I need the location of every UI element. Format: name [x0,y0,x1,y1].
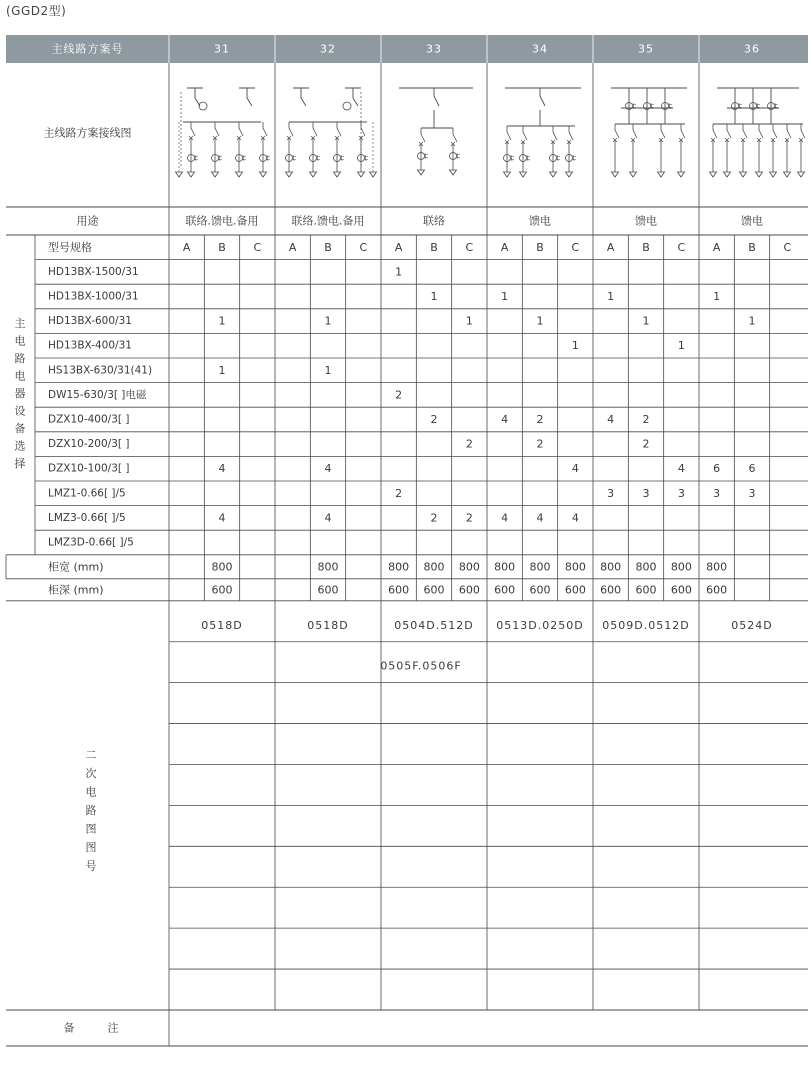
secondary-label-char: 二 [85,748,97,762]
device-qty: 2 [430,511,438,525]
wiring-diagram-35 [611,88,687,177]
cabinet-width-value: 800 [494,560,516,574]
device-qty: 4 [501,511,509,525]
secondary-label-char: 图 [85,822,97,836]
remarks-label: 备 注 [63,1021,119,1035]
device-qty: 1 [642,314,650,328]
sub-column-header: B [430,240,438,254]
cabinet-depth-value: 600 [317,583,339,597]
sub-column-header: A [394,240,403,254]
device-qty: 4 [571,462,579,476]
sub-column-header: B [536,240,544,254]
device-group-label-char: 备 [14,422,26,436]
device-qty: 1 [677,339,685,353]
secondary-label-char: 电 [85,785,97,799]
device-name: LMZ3-0.66[ ]/5 [48,511,126,524]
device-qty: 4 [607,413,615,426]
device-qty: 4 [571,511,579,525]
usage-value: 馈电 [635,214,657,228]
device-qty: 6 [713,462,721,476]
device-name: HD13BX-1500/31 [48,265,139,278]
usage-label: 用途 [76,214,99,228]
secondary-code: 0524D [731,618,773,632]
sub-column-header: A [606,240,615,254]
scheme-number-31: 31 [214,42,230,56]
device-name: LMZ3D-0.66[ ]/5 [48,536,134,549]
cabinet-depth-value: 600 [388,583,410,597]
wiring-diagram-36 [710,88,806,177]
device-qty: 1 [501,290,509,303]
device-group-label-char: 选 [14,439,26,453]
device-qty: 4 [677,462,685,476]
cabinet-depth-value: 600 [635,583,657,597]
sub-column-header: A [500,240,509,254]
device-name: HD13BX-1000/31 [48,290,139,303]
device-qty: 2 [430,413,438,426]
device-qty: 3 [677,486,685,500]
device-qty: 1 [395,265,403,279]
secondary-code: 0518D [201,618,243,632]
sub-column-header: B [218,240,226,254]
device-name: HS13BX-630/31(41) [48,364,153,377]
scheme-number-33: 33 [426,42,442,56]
diagram-row-label: 主线路方案接线图 [43,126,132,140]
usage-value: 馈电 [741,214,763,228]
device-name: DW15-630/3[ ]电磁 [48,388,147,401]
cabinet-depth-value: 600 [529,583,551,597]
device-group-label-char: 择 [14,457,26,471]
device-qty: 2 [395,388,403,402]
header-label: 主线路方案号 [51,42,124,56]
cabinet-width-value: 800 [706,560,728,574]
device-qty: 2 [465,511,473,525]
cabinet-depth-label: 柜深 (mm) [48,583,104,597]
device-qty: 3 [713,486,721,500]
cabinet-width-value: 800 [529,560,551,574]
sub-column-header: C [465,240,474,254]
model-spec-header: 型号规格 [48,240,92,254]
device-group-label-char: 电 [14,369,26,383]
secondary-label-char: 次 [85,767,97,780]
device-qty: 4 [324,462,332,476]
scheme-number-36: 36 [744,42,760,56]
device-qty: 1 [748,314,756,328]
device-qty: 1 [324,314,332,328]
device-qty: 2 [642,413,650,426]
device-qty: 3 [748,486,756,500]
device-name: DZX10-100/3[ ] [48,462,130,475]
device-qty: 1 [218,363,226,377]
cabinet-width-value: 800 [564,560,586,574]
secondary-extra-code: 0505F.0506F [380,659,462,673]
sub-column-header: A [288,240,297,254]
device-qty: 2 [536,413,544,426]
usage-value: 联络.馈电.备用 [185,214,259,228]
device-group-label-char: 主 [14,317,26,331]
cabinet-depth-value: 600 [670,583,692,597]
cabinet-width-value: 800 [388,560,410,574]
device-group-label-char: 电 [14,334,26,348]
page-subtitle: (GGD2型) [6,4,67,18]
usage-value: 联络 [423,214,445,228]
device-qty: 4 [501,413,509,426]
device-qty: 1 [218,314,226,328]
cabinet-width-label: 柜宽 (mm) [48,560,104,574]
device-qty: 3 [642,486,650,500]
secondary-code: 0513D.0250D [496,618,584,632]
device-group-label-char: 路 [14,352,26,366]
device-qty: 4 [324,511,332,525]
device-qty: 4 [218,511,226,525]
sub-column-header: C [677,240,686,254]
cabinet-depth-value: 600 [706,583,728,597]
cabinet-width-value: 800 [211,560,233,574]
device-qty: 1 [536,314,544,328]
sub-column-header: B [748,240,756,254]
device-qty: 1 [607,290,615,303]
cabinet-width-value: 800 [423,560,445,574]
device-group-label-char: 设 [14,404,26,418]
header-band [6,35,808,63]
device-qty: 3 [607,486,615,500]
device-qty: 2 [465,437,473,451]
device-qty: 1 [465,314,473,328]
wiring-diagram-34 [504,88,582,177]
sub-column-header: B [324,240,332,254]
sub-column-header: C [359,240,368,254]
scheme-number-35: 35 [638,42,654,56]
secondary-label-char: 图 [85,841,97,854]
device-qty: 6 [748,462,756,476]
cabinet-depth-value: 600 [458,583,480,597]
usage-value: 联络.馈电.备用 [291,214,365,228]
cabinet-width-value: 800 [458,560,480,574]
device-qty: 2 [395,486,403,500]
device-qty: 4 [218,462,226,476]
cabinet-width-value: 800 [317,560,339,574]
device-qty: 2 [642,437,650,451]
secondary-code: 0509D.0512D [602,618,690,632]
scheme-number-32: 32 [320,42,336,56]
wiring-diagram-31 [176,88,271,177]
cabinet-width-value: 800 [635,560,657,574]
device-name: DZX10-200/3[ ] [48,438,130,451]
cabinet-width-value: 800 [600,560,622,574]
device-name: LMZ1-0.66[ ]/5 [48,487,126,500]
sub-column-header: B [642,240,650,254]
device-qty: 1 [430,290,438,303]
sub-column-header: C [783,240,792,254]
sub-column-header: C [253,240,262,254]
wiring-diagram-32 [286,88,377,177]
device-group-label-char: 器 [14,387,26,401]
device-name: HD13BX-600/31 [48,315,132,328]
scheme-number-34: 34 [532,42,548,56]
device-qty: 1 [571,339,579,353]
cabinet-depth-value: 600 [494,583,516,597]
secondary-code: 0504D.512D [394,618,474,632]
device-qty: 1 [713,290,721,303]
secondary-code: 0518D [307,618,349,632]
cabinet-depth-value: 600 [564,583,586,597]
device-name: HD13BX-400/31 [48,339,132,352]
wiring-diagram-33 [399,88,473,175]
sub-column-header: A [182,240,191,254]
secondary-label-char: 路 [85,804,97,817]
device-name: DZX10-400/3[ ] [48,413,130,426]
cabinet-depth-value: 600 [423,583,445,597]
device-qty: 4 [536,511,544,525]
cabinet-width-value: 800 [670,560,692,574]
cabinet-depth-value: 600 [600,583,622,597]
device-qty: 1 [324,363,332,377]
usage-value: 馈电 [529,214,551,228]
sub-column-header: A [712,240,721,254]
sub-column-header: C [571,240,580,254]
cabinet-depth-value: 600 [211,583,233,597]
device-qty: 2 [536,437,544,451]
secondary-label-char: 号 [85,859,97,873]
